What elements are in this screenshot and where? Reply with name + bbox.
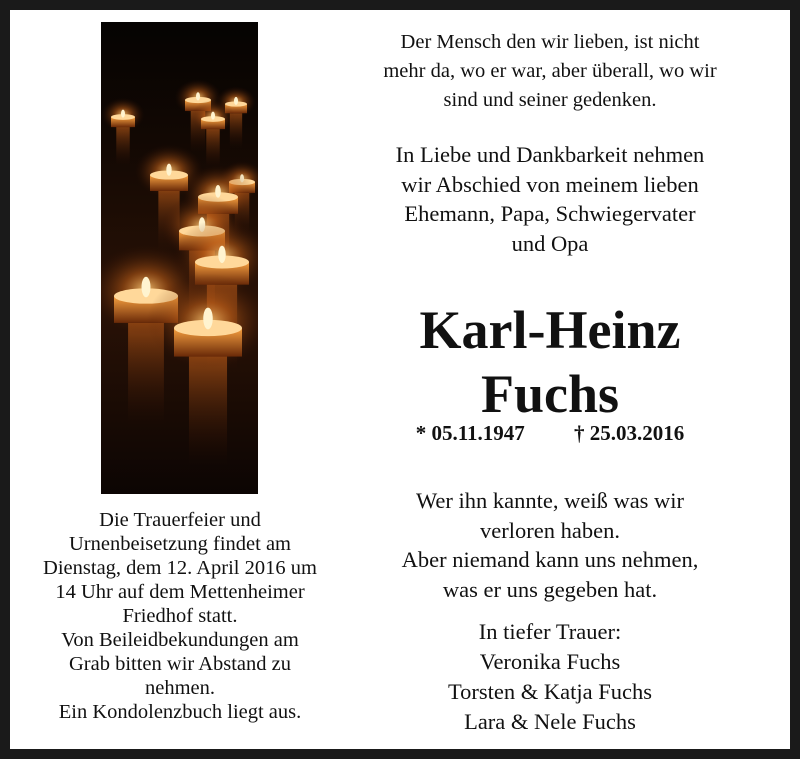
- notice-line: Friedhof statt.: [122, 605, 238, 627]
- candle-shape: [218, 246, 226, 263]
- closing-quote-line: Aber niemand kann uns nehmen,: [401, 547, 699, 572]
- mourner-name: Veronika Fuchs: [479, 649, 621, 674]
- farewell-line: In Liebe und Dankbarkeit nehmen: [395, 142, 705, 167]
- candle-shape: [203, 308, 213, 330]
- candle-shape: [234, 97, 238, 105]
- mourner-name: Torsten & Katja Fuchs: [447, 679, 653, 704]
- candle-shape: [206, 129, 219, 167]
- notice-line: Grab bitten wir Abstand zu: [68, 653, 292, 675]
- opening-quote: [340, 28, 760, 115]
- last-name: Fuchs: [480, 364, 620, 424]
- ceremony-notice: [30, 508, 330, 724]
- candle-shape: [116, 127, 129, 165]
- farewell-line: wir Abschied von meinem lieben: [401, 171, 699, 197]
- death-date: † 25.03.2016: [574, 421, 685, 445]
- closing-quote-line: verloren haben.: [480, 517, 620, 543]
- closing-quote: [340, 486, 760, 604]
- notice-line: nehmen.: [144, 677, 216, 699]
- notice-line: Dienstag, dem 12. April 2016 um: [43, 557, 317, 579]
- candle-shape: [215, 185, 221, 198]
- mourners-list: [340, 617, 760, 737]
- candle-shape: [211, 112, 215, 120]
- notice-line: Die Trauerfeier und: [99, 509, 261, 531]
- candle-shape: [142, 277, 151, 297]
- notice-line: Von Beileidbekundungen am: [61, 629, 299, 651]
- first-name: Karl-Heinz: [419, 300, 681, 360]
- closing-quote-line: Wer ihn kannte, weiß was wir: [415, 488, 685, 513]
- mourner-name: Lara & Nele Fuchs: [464, 709, 636, 734]
- candle-shape: [196, 92, 200, 100]
- candle-shape: [166, 164, 171, 176]
- mourners-heading: In tiefer Trauer:: [478, 619, 622, 644]
- closing-quote-line: was er uns gegeben hat.: [442, 576, 658, 602]
- farewell-line: Ehemann, Papa, Schwiegervater: [404, 201, 696, 226]
- quote-line: mehr da, wo er war, aber überall, wo wir: [383, 60, 717, 82]
- farewell-line: und Opa: [511, 230, 589, 256]
- quote-line: sind und seiner gedenken.: [443, 89, 657, 111]
- candle-shape: [121, 110, 125, 118]
- candles-photo: [101, 22, 258, 494]
- deceased-name: [340, 298, 760, 426]
- candle-shape: [189, 357, 227, 466]
- notice-line: Urnenbeisetzung findet am: [68, 533, 291, 555]
- farewell-text: [340, 140, 760, 258]
- life-dates: [340, 420, 760, 446]
- birth-date: * 05.11.1947: [415, 421, 525, 445]
- quote-line: Der Mensch den wir lieben, ist nicht: [400, 31, 700, 53]
- notice-line: Ein Kondolenzbuch liegt aus.: [58, 701, 302, 723]
- notice-line: 14 Uhr auf dem Mettenheimer: [55, 581, 305, 603]
